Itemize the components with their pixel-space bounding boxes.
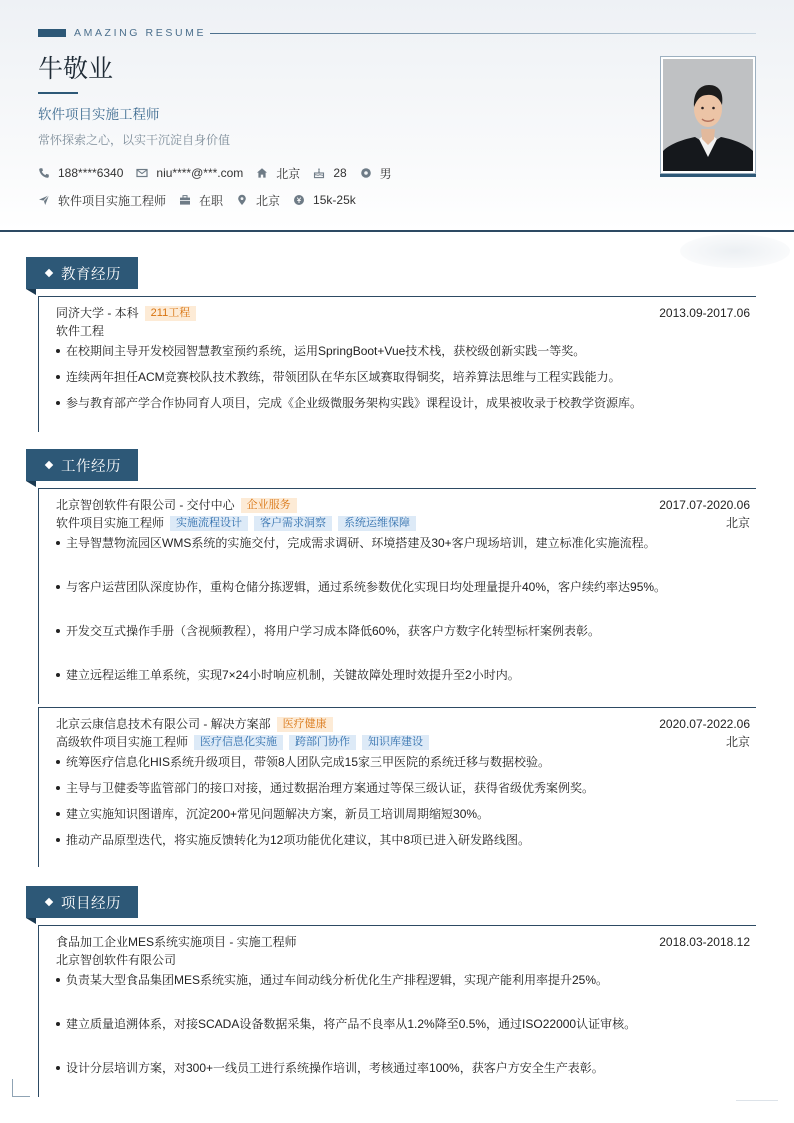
job-title: 软件项目实施工程师 [38,107,160,122]
target-role-item [38,192,166,209]
role-name: 软件项目实施工程师 [56,516,165,530]
city-text: 北京 [276,166,301,181]
diamond-icon [45,898,53,906]
entry-date: 2018.03-2018.12 [659,935,750,949]
entry-location: 北京 [725,516,750,530]
location-pin-icon [236,194,248,206]
bullet-dot [56,629,60,633]
section-title: 教育经历 [61,266,121,283]
entry-header [56,497,297,513]
contact-row [38,165,405,181]
briefcase-icon [179,194,191,206]
education-entry [38,296,756,432]
age-item [313,166,346,180]
entry-date: 2013.09-2017.06 [659,306,750,320]
list-item [56,832,530,848]
brand-mark [38,29,66,37]
brand-divider [210,33,756,34]
role-row [56,734,429,750]
role-name: 高级软件项目实施工程师 [56,735,189,749]
bullet-dot [56,541,60,545]
list-item [56,579,666,595]
list-item [56,1016,636,1032]
intent-row [38,192,369,208]
status-item [179,192,223,209]
section-education-heading [26,257,138,289]
entry-header [56,716,333,732]
major: 软件工程 [56,324,105,338]
project-entry [38,925,756,1097]
list-item [56,1060,604,1076]
list-item [56,535,656,551]
candidate-name: 牛敬业 [38,55,114,83]
skill-tag: 系统运维保障 [338,516,416,531]
page-corner-mark [12,1079,30,1097]
bullet-dot [56,838,60,842]
profile-photo [663,59,753,171]
entry-date: 2020.07-2022.06 [659,717,750,731]
entry-location: 北京 [725,735,750,749]
skill-tag: 知识库建设 [362,735,429,750]
bullet-text: 设计分层培训方案，对300+一线员工进行系统操作培训，考核通过率100%，获客户方安全生产表彰。 [66,1061,604,1075]
salary-text: 15k-25k [313,193,356,207]
diamond-icon [45,461,53,469]
list-item [56,754,550,770]
bullet-dot [56,760,60,764]
skill-tag: 实施流程设计 [170,516,248,531]
gender-text: 男 [379,166,392,181]
bullet-dot [56,349,60,353]
industry-tag: 医疗健康 [277,717,333,732]
bullet-dot [56,1066,60,1070]
skill-tag: 跨部门协作 [289,735,356,750]
list-item [56,623,600,639]
status-text: 在职 [199,193,224,208]
page-corner-line [736,1100,778,1101]
bullet-text: 建立质量追溯体系，对接SCADA设备数据采集，将产品不良率从1.2%降至0.5%，通过ISO22000认证审核。 [66,1017,637,1031]
bullet-text: 主导与卫健委等监管部门的接口对接，通过数据治理方案通过等保三级认证，获得省级优秀案例奖。 [66,781,595,795]
bullet-text: 连续两年担任ACM竞赛校队技术教练，带领团队在华东区域赛取得铜奖，培养算法思维与工程实践能力。 [66,370,621,384]
bullet-dot [56,978,60,982]
bullet-text: 建立实施知识图谱库，沉淀200+常见问题解决方案，新员工培训周期缩短30%。 [66,807,490,821]
bullet-dot [56,585,60,589]
money-icon [293,194,305,206]
school-name: 同济大学 - 本科 [56,306,139,320]
section-title: 项目经历 [61,895,121,912]
phone-item [38,166,123,180]
industry-tag: 企业服务 [241,498,297,513]
list-item [56,780,594,796]
bullet-dot [56,786,60,790]
brand-row [38,27,756,41]
motto: 常怀探索之心，以实干沉淀自身价值 [38,133,231,147]
cake-icon [313,167,325,179]
target-city-text: 北京 [256,193,281,208]
work-entry [38,707,756,867]
list-item [56,369,621,385]
bullet-text: 参与教育部产学合作协同育人项目，完成《企业级微服务架构实践》课程设计，成果被收录于校教学资源库。 [66,396,643,410]
skill-tag: 医疗信息化实施 [194,735,283,750]
list-item [56,806,489,822]
project-company: 北京智创软件有限公司 [56,953,177,967]
target-city-item [236,192,280,209]
bullet-text: 建立远程运维工单系统，实现7×24小时响应机制，关键故障处理时效提升至2小时内。 [66,668,520,682]
list-item [56,343,585,359]
name-underline [38,92,78,94]
city-item [256,165,300,182]
age-text: 28 [333,166,347,180]
email-item [136,166,243,180]
entry-header [56,305,196,321]
list-item [56,395,642,411]
target-role-text: 软件项目实施工程师 [58,193,167,208]
bullet-text: 开发交互式操作手册（含视频教程），将用户学习成本降低60%，获客户方数字化转型标杆案例表彰。 [66,624,601,638]
home-icon [256,167,268,179]
decorative-glow [680,234,790,268]
bullet-dot [56,1022,60,1026]
phone-icon [38,167,50,179]
phone-text: 188****6340 [58,166,124,180]
bullet-text: 统筹医疗信息化HIS系统升级项目，带领8人团队完成15家三甲医院的系统迁移与数据校验。 [66,755,551,769]
bullet-dot [56,673,60,677]
diamond-icon [45,269,53,277]
section-title: 工作经历 [61,458,121,475]
send-icon [38,194,50,206]
mail-icon [136,167,148,179]
gender-icon [360,167,372,179]
role-row [56,515,416,531]
email-text: niu****@***.com [156,166,244,180]
bullet-text: 与客户运营团队深度协作，重构仓储分拣逻辑，通过系统参数优化实现日均处理量提升40%，客户续约率达95%。 [66,580,667,594]
company-name: 北京智创软件有限公司 - 交付中心 [56,498,235,512]
list-item [56,667,520,683]
profile-photo-frame [660,56,756,174]
bullet-dot [56,812,60,816]
salary-item [293,193,356,207]
work-entry [38,488,756,704]
brand-text: AMAZING RESUME [74,27,207,39]
section-projects-heading [26,886,138,918]
school-tag: 211工程 [145,306,197,321]
skill-tag: 客户需求洞察 [254,516,332,531]
bullet-text: 负责某大型食品集团MES系统实施，通过车间动线分析优化生产排程逻辑，实现产能利用率提升25%。 [66,973,609,987]
gender-item [360,165,392,182]
resume-header [0,0,794,232]
list-item [56,972,608,988]
bullet-text: 在校期间主导开发校园智慧教室预约系统，运用SpringBoot+Vue技术栈，获校级创新实践一等奖。 [66,344,586,358]
section-work-heading [26,449,138,481]
company-name: 北京云康信息技术有限公司 - 解决方案部 [56,717,271,731]
bullet-dot [56,375,60,379]
bullet-dot [56,401,60,405]
bullet-text: 主导智慧物流园区WMS系统的实施交付，完成需求调研、环境搭建及30+客户现场培训，建立标准化实施流程。 [66,536,656,550]
bullet-text: 推动产品原型迭代，将实施反馈转化为12项功能优化建议，其中8项已进入研发路线图。 [66,833,531,847]
entry-date: 2017.07-2020.06 [659,498,750,512]
project-name: 食品加工企业MES系统实施项目 - 实施工程师 [56,935,297,949]
entry-header [56,934,297,950]
